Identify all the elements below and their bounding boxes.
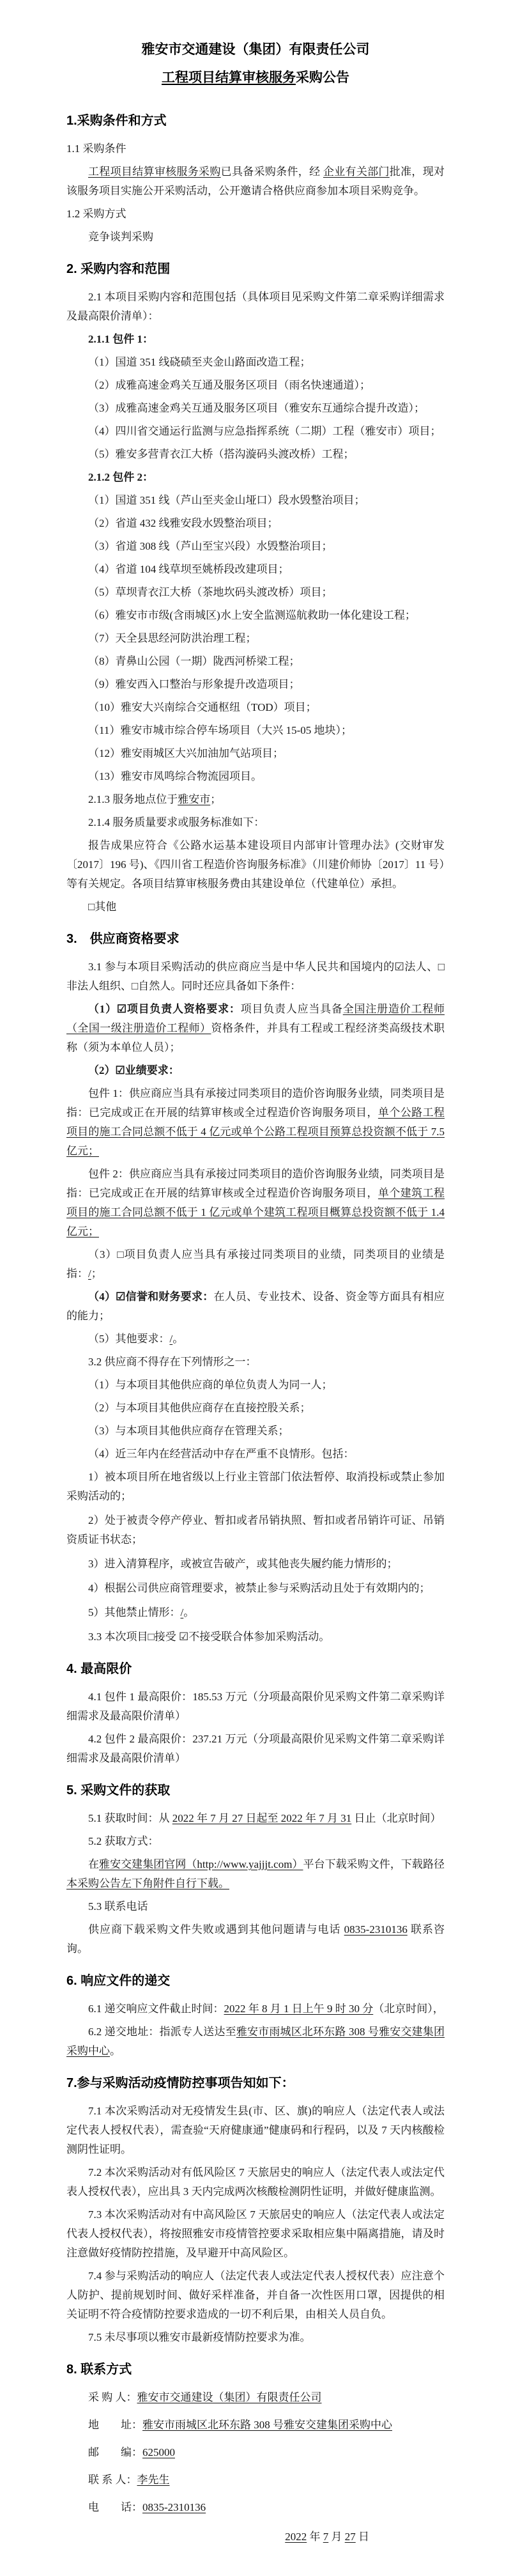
document-title-block [66, 36, 445, 92]
package2-item: （2）省道 432 线雅安段水毁整治项目； [88, 517, 278, 529]
para-2-1-3-location: 2.1.3 服务地点位于雅安市； [88, 793, 222, 805]
heading-1-1: 1.1 采购条件 [66, 143, 126, 155]
prohibited-item: （2）与本项目其他供应商存在直接控股关系； [88, 1402, 311, 1414]
para-procurement-method: 竞争谈判采购 [88, 231, 153, 243]
prohibited-item: （1）与本项目其他供应商的单位负责人为同一人； [88, 1379, 333, 1391]
package2-item: （12）雅安雨城区大兴加油加气站项目； [88, 747, 284, 759]
prohibited-subitem: 3）进入清算程序，或被宣告破产，或其他丧失履约能力情形的； [88, 1558, 398, 1570]
para-7-1-covid: 7.1 本次采购活动对无疫情发生县(市、区、旗)的响应人（法定代表人或法定代表人授权代表），需查验“天府健康通”健康码和行程码，以及 7 天内核酸检测阴性证明。 [66, 2105, 445, 2155]
section-5-heading: 5. 采购文件的获取 [66, 1783, 171, 1797]
para-3-1-item2-performance: （2）☑业绩要求： [88, 1064, 179, 1076]
para-3-1-item4-credit: （4）☑信誉和财务要求：在人员、专业技术、设备、资金等方面具有相应的能力； [66, 1291, 445, 1322]
para-5-1-obtain-time: 5.1 获取时间：从 2022 年 7 月 27 日起至 2022 年 7 月 31 日止（北京时间） [88, 1812, 441, 1824]
contact-row-person: 联 系 人：李先生 [88, 2474, 170, 2486]
para-2-1-4-quality: 2.1.4 服务质量要求或服务标准如下： [88, 816, 265, 828]
para-6-1-deadline: 6.1 递交响应文件截止时间：2022 年 8 月 1 日上午 9 时 30 分（北京时间）， [88, 2003, 444, 2015]
prohibited-item: （3）与本项目其他供应商存在管理关系； [88, 1425, 289, 1437]
prohibited-item: （4）近三年内在经营活动中存在严重不良情形。包括： [88, 1448, 355, 1460]
para-3-1-item1-leader-qualification: （1）☑项目负责人资格要求：项目负责人应当具备全国注册造价工程师（全国一级注册造价工程师）资格条件，并具有工程或工程经济类高级技术职称（须为本单位人员）； [66, 1003, 445, 1053]
document-title-company: 雅安市交通建设（集团）有限责任公司 [141, 42, 370, 57]
para-4-1-price-limit-package1: 4.1 包件 1 最高限价：185.53 万元（分项最高限价见采购文件第二章采购详细需求及最高限价清单） [66, 1691, 445, 1722]
package1-item: （1）国道 351 线硗碛至夹金山路面改造工程； [88, 356, 311, 368]
contact-row-purchaser: 采 购 人：雅安市交通建设（集团）有限责任公司 [88, 2391, 322, 2403]
package2-item: （1）国道 351 线（芦山至夹金山垭口）段水毁整治项目； [88, 494, 365, 506]
package2-item: （10）雅安大兴南综合交通枢纽（TOD）项目； [88, 701, 317, 713]
para-3-1-item5-other: （5）其他要求：/。 [88, 1333, 184, 1345]
section-1-heading: 1.采购条件和方式 [66, 114, 167, 128]
para-3-2-prohibited: 3.2 供应商不得存在下列情形之一： [88, 1356, 257, 1368]
para-2-1-4-standards: 报告成果应符合《公路水运基本建设项目内部审计管理办法》(交财审发〔2017〕196 号)、《四川省工程造价咨询服务标准》（川建价师协〔2017〕11 号）等有关规定。各项目结算审核服务费由其建设单位（代建单位）承担。 [66, 839, 445, 890]
prohibited-subitem: 1）被本项目所在地省级以上行业主管部门依法暂停、取消投标或禁止参加采购活动的； [66, 1471, 445, 1502]
heading-1-2: 1.2 采购方式 [66, 208, 126, 220]
section-4-heading: 4. 最高限价 [66, 1662, 132, 1676]
heading-2-1-2-package2: 2.1.2 包件 2： [88, 471, 153, 483]
heading-2-1-1-package1: 2.1.1 包件 1： [88, 333, 153, 345]
para-5-2-obtain-method: 5.2 获取方式： [88, 1835, 159, 1847]
package2-item: （9）雅安西入口整治与形象提升改造项目； [88, 678, 300, 690]
prohibited-subitem-5: 5）其他禁止情形：/。 [88, 1606, 195, 1618]
para-package2-performance: 包件 2：供应商应当具有承接过同类项目的造价咨询服务业绩，同类项目是指：已完成或正在开展的结算审核或全过程造价咨询服务项目，单个建筑工程项目的施工合同总额不低于 1 亿元或单个建筑工程项目概算总投资额不低于 1.4 亿元； [66, 1168, 445, 1238]
package2-item: （8）青鼻山公园（一期）陇西河桥梁工程； [88, 655, 300, 667]
package2-item: （6）雅安市市级(含雨城区)水上安全监测巡航救助一体化建设工程； [88, 609, 416, 621]
section-7-heading: 7.参与采购活动疫情防控事项告知如下： [66, 2076, 294, 2090]
prohibited-subitem: 4）根据公司供应商管理要求，被禁止参与采购活动且处于有效期内的； [88, 1582, 431, 1594]
package2-item: （13）雅安市凤鸣综合物流园项目。 [88, 770, 262, 782]
para-package1-performance: 包件 1：供应商应当具有承接过同类项目的造价咨询服务业绩，同类项目是指：已完成或正在开展的结算审核或全过程造价咨询服务项目，单个公路工程项目的施工合同总额不低于 4 亿元或单个公路工程项目预算总投资额不低于 7.5 亿元； [66, 1087, 445, 1157]
package1-item: （5）雅安多营青衣江大桥（搭沟漩码头渡改桥）工程； [88, 448, 355, 460]
para-3-3-consortium: 3.3 本次项目□接受 ☑不接受联合体参加采购活动。 [88, 1631, 330, 1643]
package1-item: （2）成雅高速金鸡关互通及服务区项目（雨名快速通道）； [88, 379, 370, 391]
package1-item: （4）四川省交通运行监测与应急指挥系统（二期）工程（雅安市）项目； [88, 425, 441, 437]
prohibited-subitem: 2）处于被责令停产停业、暂扣或者吊销执照、暂扣或者吊销许可证、吊销资质证书状态； [66, 1514, 445, 1546]
para-procurement-conditions: 工程项目结算审核服务采购已具备采购条件，经 企业有关部门批准，现对该服务项目实施公开采购活动，公开邀请合格供应商参加本项目采购竞争。 [66, 166, 445, 197]
para-7-5-covid: 7.5 未尽事项以雅安市最新疫情防控要求为准。 [88, 2331, 311, 2343]
para-4-2-price-limit-package2: 4.2 包件 2 最高限价：237.21 万元（分项最高限价见采购文件第二章采购详细需求及最高限价清单） [66, 1733, 445, 1764]
title-underlined-part: 工程项目结算审核服务 [162, 70, 296, 85]
para-5-3-phone: 供应商下载采购文件失败或遇到其他问题请与电话 0835-2310136 联系咨询。 [66, 1923, 445, 1955]
document-title-subject [66, 64, 445, 92]
package2-item: （11）雅安市城市综合停车场项目（大兴 15-05 地块）； [88, 724, 353, 736]
package1-item: （3）成雅高速金鸡关互通及服务区项目（雅安东互通综合提升改造）； [88, 402, 425, 414]
package2-item: （5）草坝青衣江大桥（茶地坎码头渡改桥）项目； [88, 586, 333, 598]
package2-item: （3）省道 308 线（芦山至宝兴段）水毁整治项目； [88, 540, 333, 552]
para-5-3-phone-heading: 5.3 联系电话 [88, 1900, 148, 1913]
section-3-heading: 3. 供应商资格要求 [66, 932, 179, 946]
para-7-4-covid: 7.4 参与采购活动的响应人（法定代表人或法定代表人授权代表）应注意个人防护、提前规划时间、做好采样准备，并自备一次性医用口罩，因提供的相关证明不符合疫情防控要求造成的一切不利后果，由相关人员自负。 [66, 2270, 445, 2320]
para-5-2-download: 在雅安交建集团官网（http://www.yajjjt.com）平台下载采购文件，下载路径本采购公告左下角附件自行下载。 [66, 1858, 445, 1889]
contact-row-address: 地 址：雅安市雨城区北环东路 308 号雅安交建集团采购中心 [88, 2419, 392, 2431]
title-rest-part: 采购公告 [296, 70, 349, 85]
package2-item: （4）省道 104 线草坝至姚桥段改建项目； [88, 563, 289, 575]
para-2-1-scope: 2.1 本项目采购内容和范围包括（具体项目见采购文件第二章采购详细需求及最高限价清单）： [66, 291, 445, 322]
document-date: 2022 年 7 月 27 日 [285, 2531, 369, 2543]
section-2-heading: 2. 采购内容和范围 [66, 262, 171, 276]
section-8-heading: 8. 联系方式 [66, 2363, 132, 2377]
para-3-1-item3: （3）□项目负责人应当具有承接过同类项目的业绩，同类项目的业绩是指：/； [66, 1248, 445, 1280]
contact-row-phone: 电 话：0835-2310136 [88, 2501, 206, 2513]
package2-item: （7）天全县思经河防洪治理工程； [88, 632, 257, 644]
para-3-1-supplier-type: 3.1 参与本项目采购活动的供应商应当是中华人民共和国境内的☑法人、□非法人组织、□自然人。同时还应具备如下条件： [66, 961, 445, 992]
other-checkbox-line: □其他 [88, 901, 117, 913]
section-6-heading: 6. 响应文件的递交 [66, 1974, 171, 1988]
contact-row-postcode: 邮 编：625000 [88, 2446, 175, 2458]
contact-block [66, 2388, 445, 2517]
para-7-2-covid: 7.2 本次采购活动对有低风险区 7 天旅居史的响应人（法定代表人或法定代表人授权代表），应出具 3 天内完成两次核酸检测阴性证明，并做好健康监测。 [66, 2166, 445, 2198]
para-7-3-covid: 7.3 本次采购活动对有中高风险区 7 天旅居史的响应人（法定代表人或法定代表人授权代表），将按照雅安市疫情管控要求采取相应集中隔离措施，请及时注意做好疫情防控措施，及早避开中高风险区。 [66, 2208, 445, 2259]
para-6-2-address: 6.2 递交地址：指派专人送达至雅安市雨城区北环东路 308 号雅安交建集团采购中心。 [66, 2026, 445, 2057]
